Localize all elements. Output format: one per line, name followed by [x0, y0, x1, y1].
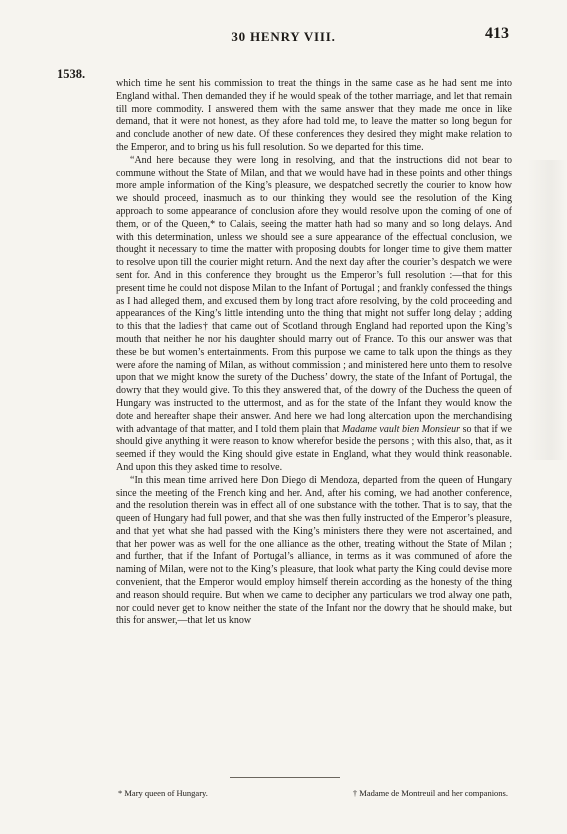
paragraph-text: which time he sent his commission to treat the things in the same case as he had sent me into England withal. Then demanded they if he would speak of the tother marriage, and let that remain till more commodity. I answered them with the same answer that they made me once in like demand, that it were not honest, as they afore had told me, to leave the matter so long begun for and conclude another of new date. Of these conferences they desired they might make relation to the Emperor, and to bring us his full resolution. So we departed for this time. [116, 78, 512, 153]
library-stamp-watermark [2, 120, 36, 720]
footnote-1: * Mary queen of Hungary. [118, 788, 208, 798]
paragraph [116, 155, 512, 475]
paragraph-text: so that if we should give anything it were reason to know wherefor beside the persons ; with this also, that, as it seemed if they would the King should give estate in England, what they would think reasonable. And upon this they asked time to resolve. [116, 423, 512, 473]
paragraph-text: “In this mean time arrived here Don Diego di Mendoza, departed from the queen of Hungary since the meeting of the French king and her. And, after his coming, we had another conference, and the resolution therein was in effect all of one substance with the tother. That is to say, that the queen of Hungary had full power, and that she was then fully instructed of the Emperor’s pleasure, and that yet what she had passed with the King’s ministers there they were not ascertained, and that her power was as well for the one alliance as the other, treating without the State of Milan ; and further, that if the Infant of Portugal’s alliance, in terms as it was communed of afore the naming of Milan, were not to the King’s pleasure, that look what party the King could devise more convenient, that the Emperor would employ himself therein according as the honesty of the thing and reason should require. But when we came to decipher any particulars we trod alway one path, nor could never get to know neither the state of the Infant nor the dowry that he should make, but this for answer,—that let us know [116, 474, 512, 627]
paragraph [116, 475, 512, 629]
italic-phrase: Madame vault bien Monsieur [341, 423, 461, 435]
footnotes [118, 788, 508, 798]
paragraph-text: “And here because they were long in resolving, and that the instructions did not bear to commune without the State of Milan, and that we would have had in these points and other things more ample information of the King’s pleasure, we despatched secretly the courier to know how we should proceed, inasmuch as to our thinking they would see the resolution of the King approach to some appearance of conclusion afore they would resolve upon the coming of one of them, or of the Queen,* to Calais, seeing the matter hath had so many and so long delays. And with this determination, unless we should see a sure appearance of the effectual conclusion, we thought it necessary to time the matter with proposing doubts for longer time to give them matter to resolve upon till the courier might return. And the next day after the courier’s despatch we were sent for. And in this conference they brought us the Emperor’s full resolution :—that for this present time he could not dispose Milan to the Infant of Portugal ; and frankly confessed the things as I had alleged them, and excused them by long tract afore resolving, by the cold proceeding and appearances of the King’s little intending unto the thing that might not suffer long delay ; adding to this that the ladies† that came out of Scotland through England had reported upon the King’s mouth that neither he nor his daughter should marry out of France. To this our answer was that these be but women’s entertainments. From this purpose we came to talk upon the things as they were afore the naming of Milan, as without commission ; and ministered here unto them to resolve upon that we might know the surety of the Duchess’ dowry, the state of the Infant of Portugal, the dowry that they would give. To this they answered that, of the dowry of the Duchess the queen of Hungary was instructed to the uttermost, and as for the state of the Infant they would know the dote and hereafter shape their answer. And here we had long altercation upon the merchandising with advantage of that matter, and I told them plain that [116, 154, 512, 435]
paragraph [116, 78, 512, 155]
margin-year-label: 1538. [57, 67, 86, 81]
running-header-title: 30 HENRY VIII. [231, 29, 336, 44]
page-edge-shadow [527, 160, 567, 460]
body-text [116, 78, 512, 628]
page-number: 413 [485, 25, 509, 42]
footnote-divider [230, 777, 340, 778]
footnote-2: † Madame de Montreuil and her companions. [352, 788, 508, 798]
